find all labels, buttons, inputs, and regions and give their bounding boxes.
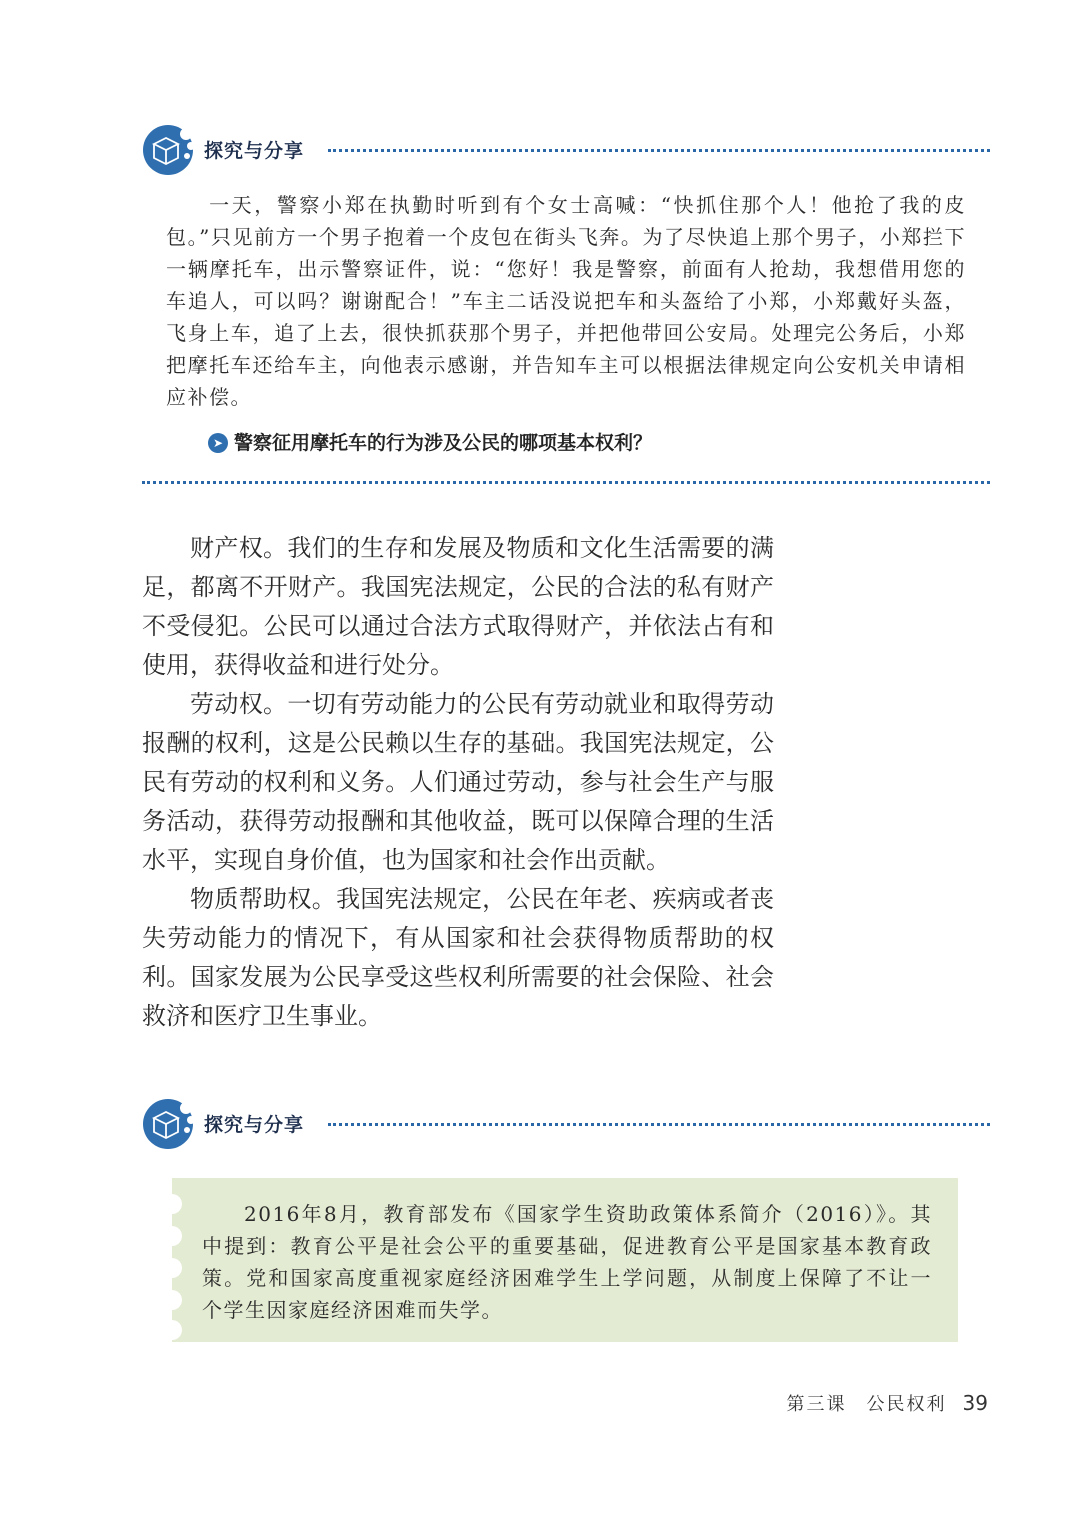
question-text: 警察征用摩托车的行为涉及公民的哪项基本权利？: [234, 432, 653, 454]
box-notch: [162, 1194, 182, 1214]
info-box: [172, 1178, 958, 1342]
body-text: [142, 529, 774, 1036]
paragraph-property-right: 财产权。我们的生存和发展及物质和文化生活需要的满足，都离不开财产。我国宪法规定，公民的合法的私有财产不受侵犯。公民可以通过合法方式取得财产，并依法占有和使用，获得收益和进行处分。: [142, 534, 774, 679]
info-body: 2016年8月，教育部发布《国家学生资助政策体系简介（2016）》。其中提到：教育公平是社会公平的重要基础，促进教育公平是国家基本教育政策。党和国家高度重视家庭经济困难学生上学问题，从制度上保障了不让一个学生因家庭经济困难而失学。: [202, 1202, 932, 1322]
arrow-right-icon: ➤: [208, 433, 228, 453]
section-title: 探究与分享: [204, 1114, 305, 1136]
info-text: [202, 1198, 932, 1326]
explore-share-icon: [142, 122, 198, 178]
question: [208, 428, 652, 455]
section-header-1: [142, 122, 990, 178]
dotted-divider: [142, 481, 990, 484]
box-notch: [162, 1320, 182, 1340]
section-header-2: [142, 1096, 990, 1152]
story-body: 一天，警察小郑在执勤时听到有个女士高喊：“快抓住那个人！他抢了我的皮包。”只见前方一个男子抱着一个皮包在街头飞奔。为了尽快追上那个男子，小郑拦下一辆摩托车，出示警察证件，说：“您好！我是警察，前面有人抢劫，我想借用您的车追人，可以吗？谢谢配合！”车主二话没说把车和头盔给了小郑，小郑戴好头盔，飞身上车，追了上去，很快抓获那个男子，并把他带回公安局。处理完公务后，小郑把摩托车还给车主，向他表示感谢，并告知车主可以根据法律规定向公安机关申请相应补偿。: [166, 193, 966, 409]
explore-share-icon: [142, 1096, 198, 1152]
dotted-rule: [328, 149, 990, 152]
section-title: 探究与分享: [204, 140, 305, 162]
page-footer: [787, 1390, 988, 1416]
box-notch: [162, 1290, 182, 1310]
story-text: [166, 189, 966, 413]
lesson-title: 第三课 公民权利: [786, 1394, 947, 1415]
paragraph-labor-right: 劳动权。一切有劳动能力的公民有劳动就业和取得劳动报酬的权利，这是公民赖以生存的基础。我国宪法规定，公民有劳动的权利和义务。人们通过劳动，参与社会生产与服务活动，获得劳动报酬和其他收益，既可以保障合理的生活水平，实现自身价值，也为国家和社会作出贡献。: [142, 690, 774, 874]
box-notch: [162, 1258, 182, 1278]
page-number: 39: [962, 1391, 988, 1415]
dotted-rule: [328, 1123, 990, 1126]
paragraph-material-assistance-right: 物质帮助权。我国宪法规定，公民在年老、疾病或者丧失劳动能力的情况下，有从国家和社会获得物质帮助的权利。国家发展为公民享受这些权利所需要的社会保险、社会救济和医疗卫生事业。: [142, 885, 774, 1030]
box-notch: [162, 1226, 182, 1246]
